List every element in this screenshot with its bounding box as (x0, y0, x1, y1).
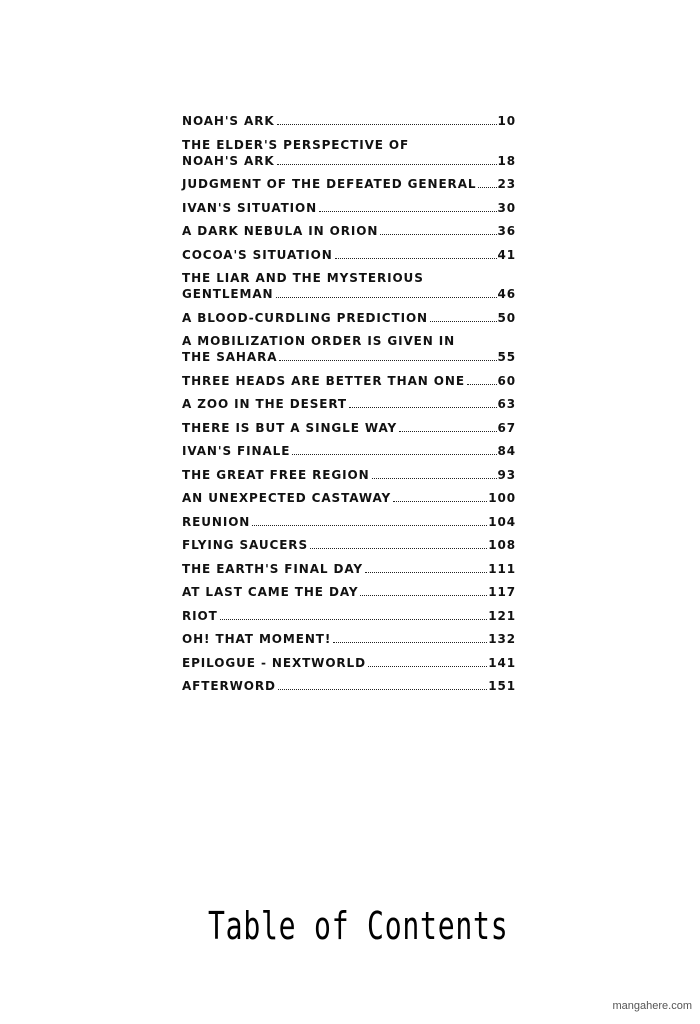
toc-dot-leader (252, 525, 487, 526)
toc-entry (182, 137, 516, 169)
toc-entry (182, 678, 516, 694)
toc-entry-title: FLYING SAUCERS (182, 538, 308, 552)
toc-entry-title-line1: THE LIAR AND THE MYSTERIOUS (182, 271, 424, 285)
toc-entry-line (182, 113, 516, 129)
toc-entry-title: A ZOO IN THE DESERT (182, 397, 348, 411)
toc-entry-title: AN UNEXPECTED CASTAWAY (182, 491, 392, 505)
toc-dot-leader (333, 642, 487, 643)
toc-entry (182, 490, 516, 506)
toc-entry-line (182, 200, 516, 216)
toc-entry-page-number: 141 (488, 655, 516, 670)
toc-entry-line (182, 286, 516, 302)
toc-entry-page-number: 84 (497, 444, 516, 458)
toc-entry-page-number: 10 (497, 114, 516, 128)
toc-entry-line (182, 443, 516, 459)
toc-entry-line (182, 678, 516, 694)
toc-entry (182, 223, 516, 239)
toc-entry-title: JUDGMENT OF THE DEFEATED GENERAL (182, 177, 477, 191)
toc-entry-page-number: 67 (497, 420, 516, 435)
toc-dot-leader (349, 407, 496, 408)
toc-entry-line (182, 467, 516, 483)
toc-entry (182, 113, 516, 129)
toc-entry-page-number: 46 (497, 287, 516, 301)
toc-dot-leader (319, 211, 496, 212)
toc-entry (182, 200, 516, 216)
toc-entry-line (182, 420, 516, 436)
toc-entry (182, 247, 516, 263)
toc-entry-line (182, 373, 516, 389)
toc-entry-page-number: 100 (488, 491, 516, 505)
toc-entry-title: A BLOOD-CURDLING PREDICTION (182, 310, 428, 325)
toc-entry (182, 584, 516, 600)
toc-entry-title: GENTLEMAN (182, 287, 274, 301)
toc-dot-leader (278, 689, 487, 690)
toc-entry-title: EPILOGUE - NEXTWORLD (182, 655, 366, 670)
toc-entry-title: REUNION (182, 514, 251, 529)
toc-entry-page-number: 55 (497, 350, 516, 364)
toc-entry (182, 270, 516, 302)
toc-entry-page-number: 132 (488, 632, 516, 646)
toc-entry (182, 608, 516, 624)
toc-entry-line (182, 490, 516, 506)
toc-dot-leader (276, 297, 497, 298)
watermark: mangahere.com (612, 1000, 692, 1012)
toc-entry-title-line1: A MOBILIZATION ORDER IS GIVEN IN (182, 334, 456, 348)
toc-entry (182, 467, 516, 483)
toc-entry-page-number: 104 (488, 514, 516, 529)
toc-dot-leader (372, 478, 497, 479)
toc-dot-leader (380, 234, 496, 235)
toc-entry-page-number: 36 (497, 224, 516, 238)
toc-entry-page-number: 111 (488, 561, 516, 576)
toc-dot-leader (399, 431, 496, 432)
toc-entry-page-number: 117 (488, 585, 516, 599)
toc-entry-title: THE EARTH'S FINAL DAY (182, 561, 364, 576)
toc-dot-leader (220, 619, 488, 620)
toc-entry-title: THE GREAT FREE REGION (182, 467, 370, 482)
toc-entry (182, 561, 516, 577)
toc-entry-line (182, 396, 516, 412)
toc-entry-line (182, 176, 516, 192)
toc-dot-leader (393, 501, 487, 502)
toc-list (182, 113, 516, 702)
toc-entry (182, 655, 516, 671)
toc-entry (182, 333, 516, 365)
toc-entry-page-number: 108 (488, 538, 516, 552)
toc-entry-title: NOAH'S ARK (182, 153, 275, 168)
toc-dot-leader (430, 321, 497, 322)
toc-entry-title: AFTERWORD (182, 679, 276, 693)
toc-entry-line (182, 310, 516, 326)
toc-entry-title: IVAN'S SITUATION (182, 200, 318, 215)
toc-dot-leader (292, 454, 496, 455)
toc-entry-line (182, 584, 516, 600)
toc-entry-line (182, 655, 516, 671)
toc-entry-line (182, 608, 516, 624)
toc-entry-title: IVAN'S FINALE (182, 444, 291, 458)
toc-entry-title: RIOT (182, 608, 218, 623)
toc-entry-line (182, 247, 516, 263)
toc-entry-line (182, 631, 516, 647)
toc-entry-line (182, 223, 516, 239)
toc-entry-page-number: 151 (488, 679, 516, 693)
toc-entry-title: THREE HEADS ARE BETTER THAN ONE (182, 373, 465, 388)
toc-entry (182, 310, 516, 326)
toc-entry (182, 631, 516, 647)
toc-entry-page-number: 18 (497, 153, 516, 168)
toc-entry-title: OH! THAT MOMENT! (182, 632, 332, 646)
toc-entry (182, 396, 516, 412)
toc-entry-title: THERE IS BUT A SINGLE WAY (182, 420, 398, 435)
toc-dot-leader (368, 666, 487, 667)
toc-entry-title: A DARK NEBULA IN ORION (182, 224, 379, 238)
toc-dot-leader (467, 384, 497, 385)
toc-entry (182, 443, 516, 459)
toc-entry-page-number: 30 (497, 200, 516, 215)
toc-entry-page-number: 23 (497, 177, 516, 191)
toc-entry-page-number: 93 (497, 467, 516, 482)
toc-entry (182, 176, 516, 192)
toc-entry-title: COCOA'S SITUATION (182, 247, 333, 262)
toc-entry-title: THE SAHARA (182, 350, 278, 364)
toc-dot-leader (365, 572, 487, 573)
toc-entry (182, 420, 516, 436)
toc-entry (182, 514, 516, 530)
toc-dot-leader (277, 124, 497, 125)
toc-entry-line (182, 561, 516, 577)
toc-entry-page-number: 41 (497, 247, 516, 262)
page-title: Table of Contents (208, 904, 509, 948)
toc-dot-leader (335, 258, 497, 259)
toc-entry-line (182, 153, 516, 169)
toc-dot-leader (478, 187, 496, 188)
toc-dot-leader (277, 164, 497, 165)
toc-entry-title: NOAH'S ARK (182, 114, 275, 128)
toc-dot-leader (310, 548, 487, 549)
toc-entry-page-number: 60 (497, 373, 516, 388)
toc-dot-leader (360, 595, 487, 596)
toc-dot-leader (279, 360, 496, 361)
toc-entry (182, 373, 516, 389)
toc-entry-page-number: 63 (497, 397, 516, 411)
toc-entry-line (182, 514, 516, 530)
toc-entry-line (182, 349, 516, 365)
toc-entry-page-number: 121 (488, 608, 516, 623)
toc-entry-line (182, 537, 516, 553)
toc-entry (182, 537, 516, 553)
toc-entry-title-line1: THE ELDER'S PERSPECTIVE OF (182, 137, 410, 152)
toc-entry-title: AT LAST CAME THE DAY (182, 585, 359, 599)
toc-entry-page-number: 50 (497, 310, 516, 325)
